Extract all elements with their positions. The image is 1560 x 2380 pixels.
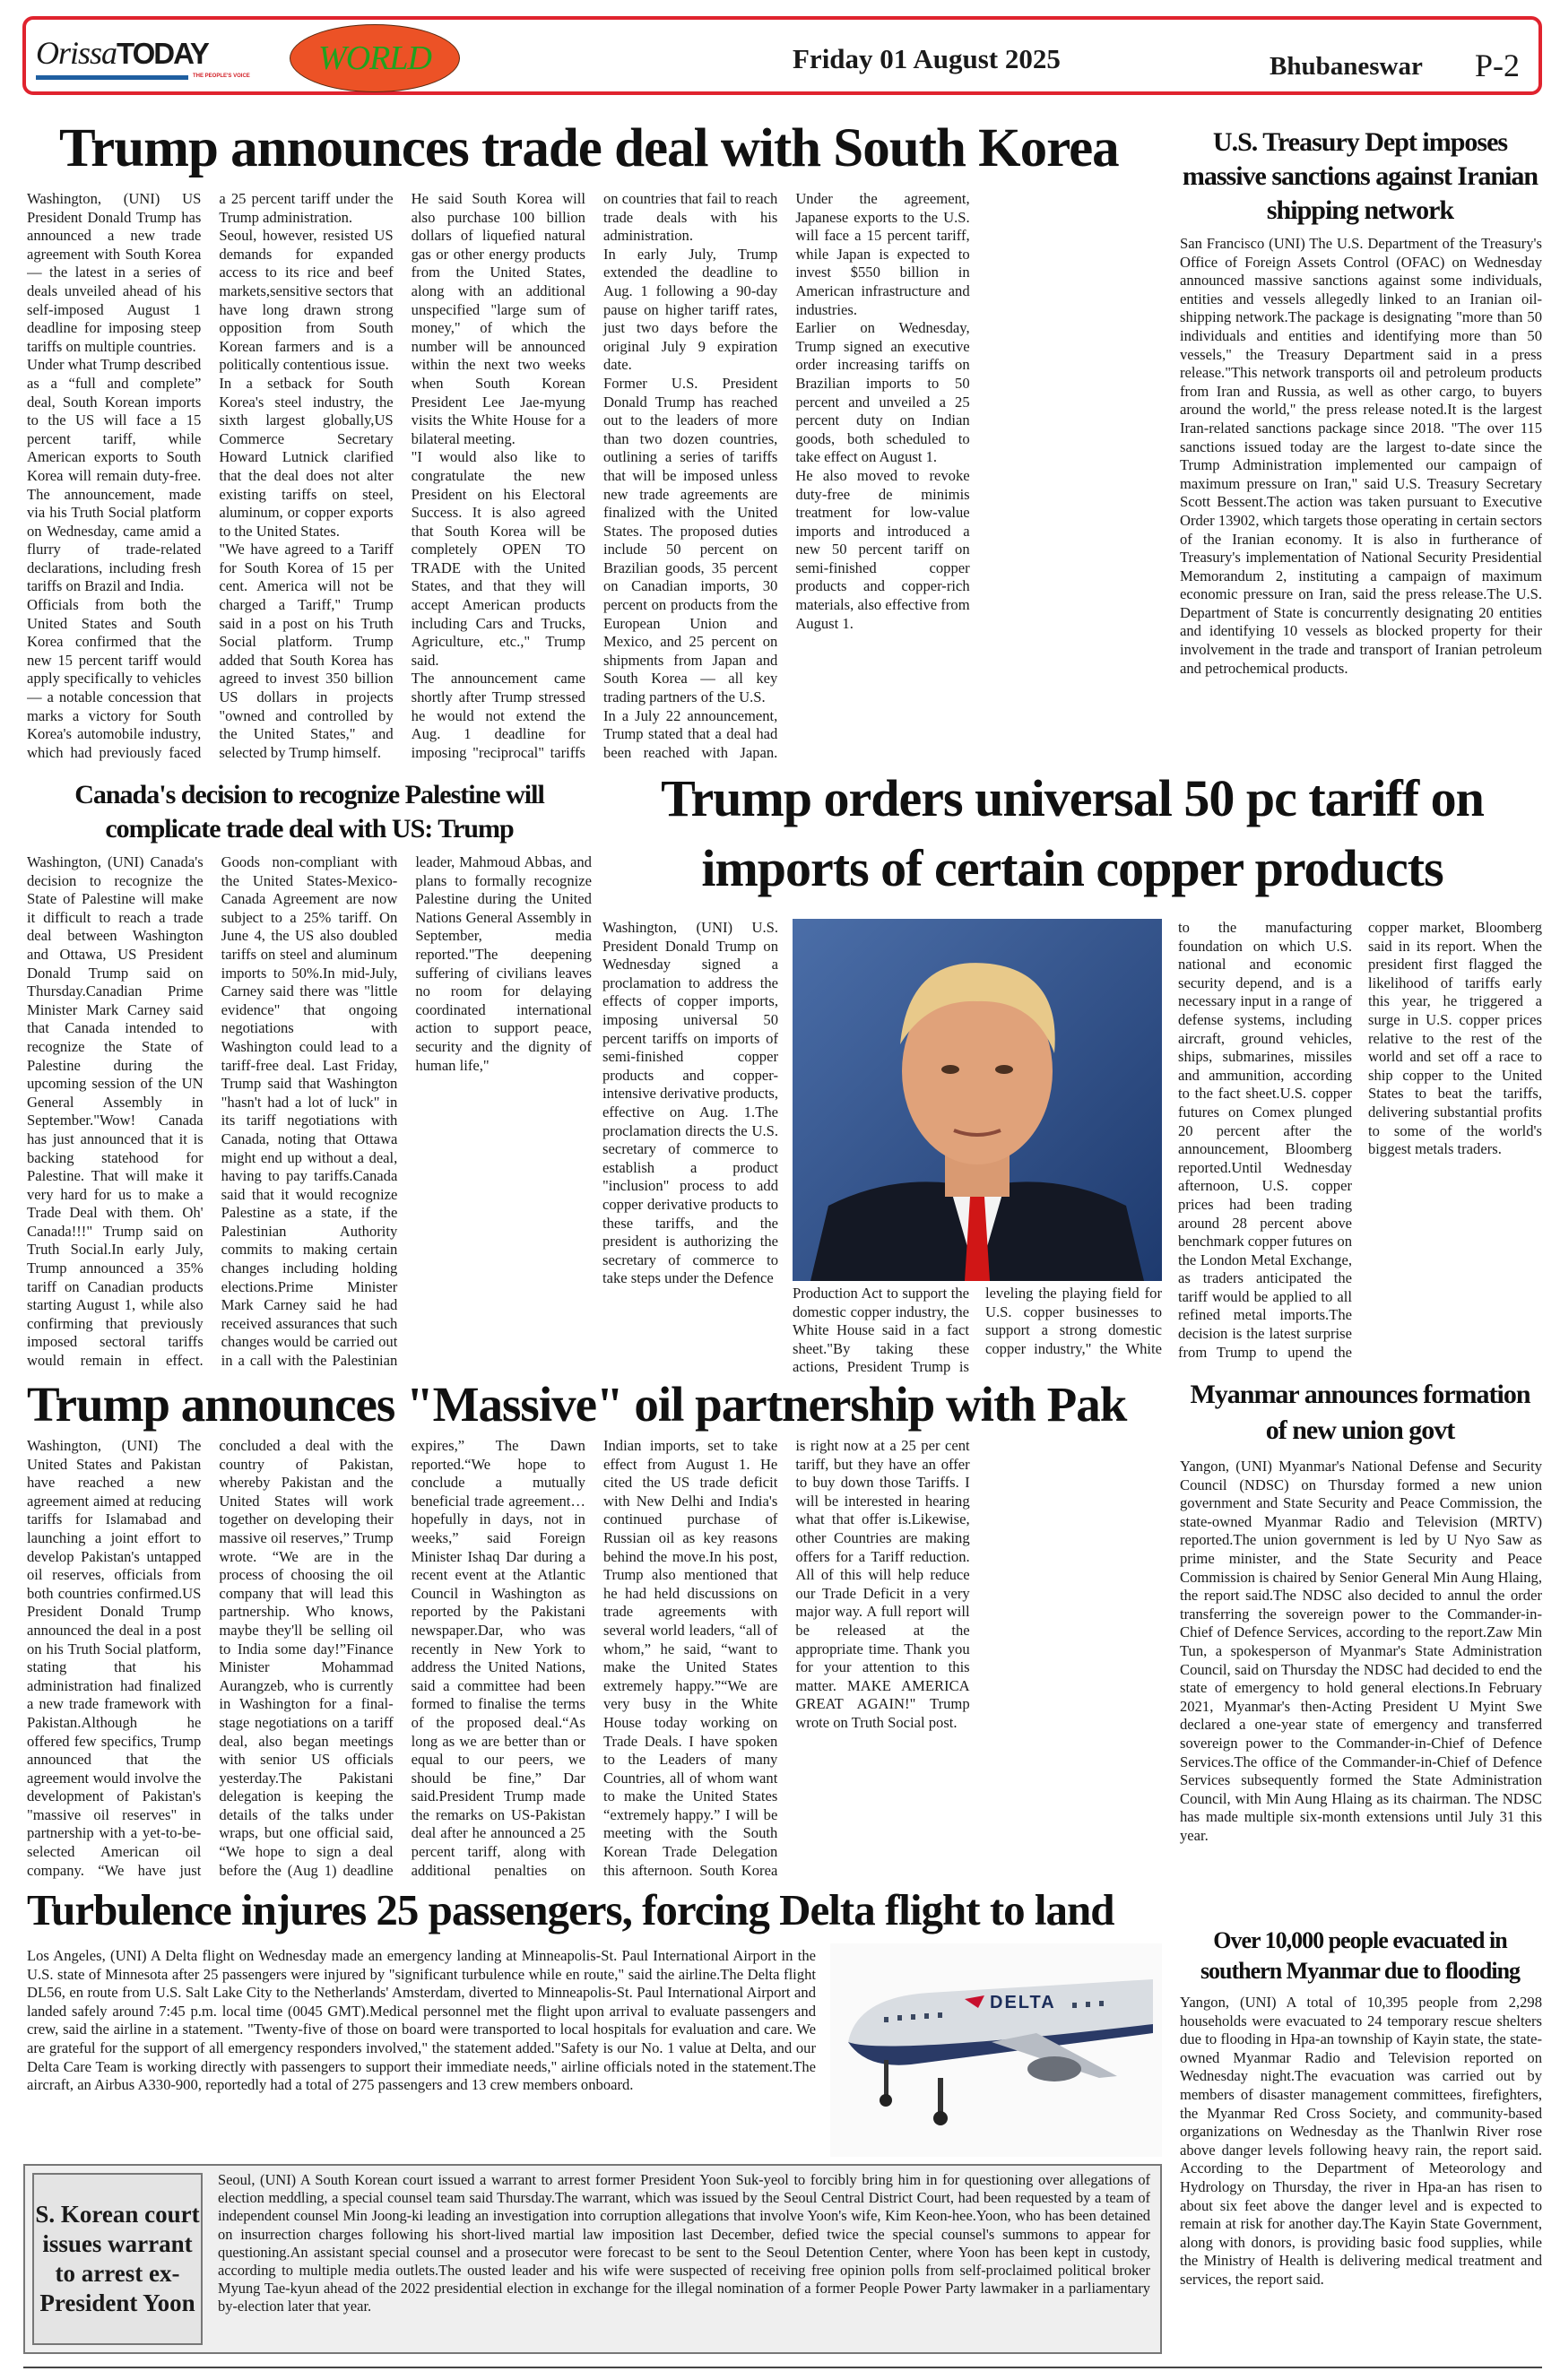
- paragraph: The announcement came shortly after Trump stressed he would not extend the Aug. 1 deadline for imposing "reciprocal" tariffs on countries that fail to reach trade deals with his administration.: [411, 190, 778, 761]
- article-pakistan: Washington, (UNI) The United States and Pakistan have reached a new agreement aimed at reducing tariffs for Islamabad and launching a joint effort to develop Pakistan's untapped oil reserves, officials from both countries confirmed.US President Donald Trump announced the deal in a post on his Truth Social platform, stating that his administration had finalized a new trade framework with Pakistan.Although he offered few specifics, Trump announced that the agreement would involve the development of Pakistan's "massive oil reserves" in partnership with a yet-to-be-selected American oil company. “We have just concluded a deal with the country of Pakistan, whereby Pakistan and the United States will work together on developing their massive oil reserves,” Trump wrote. “We are in the process of choosing the oil company that will lead this partnership. Who knows, maybe they'll be selling oil to India some day!”Finance Minister Mohammad Aurangzeb, who is currently in Washington for a final-stage negotiations on a tariff deal, also began meetings with senior US officials yesterday.The Pakistani delegation is keeping the details of the talks under wraps, but one official said, “We hope to sign a deal before the (Aug 1) deadline expires,” The Dawn reported.“We hope to conclude a mutually beneficial trade agreement… hopefully in days, not in weeks,” said Foreign Minister Ishaq Dar during a recent event at the Atlantic Council in Washington as reported by the Pakistani newspaper.Dar, who was recently in New York to address the United Nations, said a committee had been formed to finalise the terms of the proposed deal.“As long as we are better than or equal to our peers, we should be fine,” Dar said.President Trump made the remarks on US-Pakistan deal after he announced a 25 percent tariff, along with additional penalties on Indian imports, set to take effect from August 1. He cited the US trade deficit with New Delhi and India's continued purchase of Russian oil as key reasons behind the move.In his post, Trump also mentioned that he had held discussions on trade agreements with several world leaders, “all of whom,” he said, “want to make the United States extremely happy.”“We are very busy in the White House today working on Trade Deals. I have spoken to the Leaders of many Countries, all of whom want to make the United States “extremely happy.” I will be meeting with the South Korean Trade Delegation this afternoon. South Korea is right now at a 25 per cent tariff, but they have an offer to buy down those Tariffs. I will be interested in hearing what that offer is.Likewise, other Countries are making offers for a Tariff reduction. All of this will help reduce our Trade Deficit in a very major way. A full report will be released at the appropriate time. Thank you for your attention to this matter. MAKE AMERICA GREAT AGAIN!" Trump wrote on Truth Social post.: [27, 1437, 970, 1879]
- article-copper-part2: Production Act to support the domestic copper industry, the White House said in a fact sheet."By taking these actions, President Trump is leveling the playing field for U.S. copper businesses to support a strong domestic copper industry," the White: [793, 1285, 1162, 1376]
- delta-plane-photo: [830, 1943, 1162, 2157]
- headline-delta: Turbulence injures 25 passengers, forcing Delta flight to land: [27, 1885, 1114, 1934]
- article-flood: Yangon, (UNI) A total of 10,395 people from 2,298 households were evacuated to 24 temporary rescue shelters due to flooding in Hpa-an township of Kayin state, the state-owned Myanmar Radio and Television reported on Wednesday night.The evacuation was carried out by members of disaster management committees, firefighters, the Myanmar Red Cross Society, and community-based organizations on Wednesday as the Thanlwin River rose above danger levels following heavy rain, the report said. According to the Department of Meteorology and Hydrology on Thursday, the river in Hpa-an has risen to about six feet above the danger level and is expected to remain at risk for another day.The Kayin State Government, along with donors, is providing basic food supplies, while the Ministry of Health is delivering medical treatment and services, the report said.: [1180, 1994, 1542, 2288]
- headline-copper: Trump orders universal 50 pc tariff on imports of certain copper products: [661, 769, 1484, 897]
- page-number: P-2: [1475, 48, 1521, 83]
- headline-flood: Over 10,000 people evacuated in southern Myanmar due to flooding: [1200, 1927, 1521, 1984]
- paragraph: In early July, Trump extended the deadline to Aug. 1 following a 90-day pause on higher tariff rates, just two days before the original July 9 expiration date.: [602, 245, 778, 374]
- section-badge: [290, 24, 460, 92]
- footer-rule: [23, 2367, 1542, 2368]
- paragraph: Former U.S. President Donald Trump has reached out to the leaders of more than two dozen countries, outlining a series of tariffs that will be imposed unless new trade agreements are finalized with the United States. The proposed duties include 50 percent on Brazilian goods, 35 percent on Canadian imports, 30 percent on products from the European Union and Mexico, and 25 percent on shipments from Japan and South Korea — all key trading partners of the U.S.: [602, 374, 778, 706]
- article-yoon: Seoul, (UNI) A South Korean court issued a warrant to arrest former President Yoon Suk-yeol to forcibly bring him in for questioning over allegations of election meddling, a special counsel team said Thursday.The warrant, which was issued by the Seoul Central District Court, had been requested by a team of independent counsel Min Joong-ki leading an investigation into corruption allegations that involve Yoon's wife, Kim Keon-hee.Yoon, who has been detained on insurrection charges following his short-lived martial law imposition last December, defied twice the special counsel's summons to appear for questioning.An assistant special counsel and a prosecutor were forecast to be sent to the Seoul Detention Center, where Yoon has been kept in custody, according to multiple media outlets.The ousted leader and his wife were suspected of receiving free opinion polls from self-proclaimed political broker Myung Tae-kyun ahead of the 2022 presidential election in exchange for the illegal nomination of a former People Power Party lawmaker in a parliamentary by-election later that year.: [218, 2171, 1150, 2315]
- orissa-today-logo: [36, 34, 251, 84]
- headline-myanmar-govt: Myanmar announces formation of new union govt: [1190, 1380, 1530, 1445]
- article-canada: Washington, (UNI) Canada's decision to recognize the State of Palestine will make it difficult to reach a trade deal between Washington and Ottawa, US President Donald Trump said on Thursday.Canadian Prime Minister Mark Carney said that Canada intended to recognize the State of Palestine during the upcoming session of the UN General Assembly in September."Wow! Canada has just announced that it is backing statehood for Palestine. That will make it very hard for us to make a Trade Deal with them. Oh' Canada!!!" Trump said on Truth Social.In early July, Trump announced a 35% tariff on Canadian products starting August 1, while also confirming that previously imposed sectoral tariffs would remain in effect. Goods non-compliant with the United States-Mexico-Canada Agreement are now subject to a 25% tariff. On June 4, the US also doubled tariffs on steel and aluminum imports to 50%.In mid-July, Carney said there was "little evidence" that ongoing negotiations with Washington could lead to a tariff-free deal. Last Friday, Trump said that Washington "hasn't had a lot of luck" in its tariff negotiations with Canada, noting that Ottawa might end up without a deal, having to pay tariffs.Canada said that it would recognize Palestine as a state, if the Palestinian Authority commits to making certain changes including holding elections.Prime Minister Mark Carney said he had received assurances that such changes would be carried out in a call with the Palestinian leader, Mahmoud Abbas, and plans to formally recognize Palestine during the United Nations General Assembly in September, media reported."The deepening suffering of civilians leaves no room for delaying coordinated international action to support peace, security and the dignity of human life,": [27, 853, 592, 1370]
- headline-korea: Trump announces trade deal with South Korea: [59, 118, 1119, 178]
- article-treasury: San Francisco (UNI) The U.S. Department of the Treasury's Office of Foreign Assets Control (OFAC) on Wednesday announced massive sanctions against some individuals, entities and vessels allegedly linked to an Iranian oil-shipping network.The package is designating "more than 50 individuals and entities and identifying more than 50 vessels," the Treasury Department said in a press release."This network transports oil and petroleum products from Iran and Russia, as well as other cargo, to buyers around the world," the press release noted.It is the largest Iran-related sanctions package since 2018. "The over 115 sanctions issued today are the largest to-date since the Trump Administration implemented our campaign of maximum pressure on Iran," said U.S. Treasury Secretary Scott Bessent.The action was taken pursuant to Executive Order 13902, which targets those operating in certain sectors of the Iranian economy. It is also in furtherance of Treasury's implementation of National Security Presidential Memorandum 2, instituting a campaign of maximum economic pressure on Iran, said the press release.The U.S. Department of State is concurrently designating 20 entities and identifying 10 vessels as blocked property for their involvement in the trade and transport of Iranian petroleum and petrochemical products.: [1180, 235, 1542, 677]
- paragraph: He also moved to revoke duty-free de minimis treatment for low-value imports and introduced a new 50 percent tariff on semi-finished copper products and copper-rich materials, also effective from August 1.: [795, 466, 970, 632]
- headline-yoon: S. Korean court issues warrant to arrest ex-President Yoon: [32, 2173, 203, 2345]
- paragraph: "I would also like to congratulate the new President on his Electoral Success. It is also agreed that South Korea will be completely OPEN TO TRADE with the United States, and that they will accept American products including Cars and Trucks, Agriculture, etc.," Trump said.: [411, 448, 585, 669]
- paragraph: Officials from both the United States and South Korea confirmed that the new 15 percent tariff would apply specifically to vehicles — a notable concession that marks a victory for South Korea's automobile industry, which had previously faced a 25 percent tariff under the Trump administration.: [27, 190, 394, 761]
- paragraph: Seoul, however, resisted US demands for expanded access to its rice and beef markets,sensitive sectors that have long drawn strong opposition from South Korean farmers and is a politically contentious issue.: [219, 227, 394, 374]
- logo-text-today: TODAY: [117, 37, 208, 70]
- article-delta: Los Angeles, (UNI) A Delta flight on Wednesday made an emergency landing at Minneapolis-St. Paul International Airport in the U.S. state of Minnesota after 25 passengers were injured by "significant turbulence while en route," said the airline.The Delta flight DL56, en route from U.S. Salt Lake City to the Netherlands' Amsterdam, diverted to Minneapolis-St. Paul International Airport and landed safely around 7:45 p.m. local time (0045 GMT).Medical personnel met the flight upon arrival to evaluate passengers and crew, said the airline in a statement. "Twenty-five of those on board were transported to local hospitals for evaluation and care. We are grateful for the support of all emergency responders involved," the statement added."Safety is our No. 1 value at Delta, and our Delta Care Team is working directly with passengers to support their immediate needs," airline officials noted in the statement.The aircraft, an Airbus A330-900, reportedly had a total of 275 passengers and 13 crew members onboard.: [27, 1947, 816, 2094]
- headline-pakistan: Trump announces "Massive" oil partnership with Pak: [27, 1377, 1127, 1432]
- headline-canada: Canada's decision to recognize Palestine will complicate trade deal with US: Trump: [74, 780, 544, 844]
- section-label: WORLD: [318, 39, 431, 77]
- headline-treasury: U.S. Treasury Dept imposes massive sanctions against Iranian shipping network: [1182, 127, 1538, 225]
- logo-text-orissa: Orissa: [36, 35, 117, 71]
- article-copper-part1: Washington, (UNI) U.S. President Donald Trump on Wednesday signed a proclamation to address the effects of copper imports, imposing universal 50 percent tariffs on imports of semi-finished copper products and copper-intensive derivative products, effective on Aug. 1.The proclamation directs the U.S. secretary of commerce to establish a product "inclusion" process to add copper derivative products to these tariffs, and the president is authorizing the secretary of commerce to take steps under the Defence: [602, 919, 778, 1287]
- paragraph: "We have agreed to a Tariff for South Korea of 15 per cent. America will not be charged a Tariff," Trump said in a post on his Truth Social platform. Trump added that South Korea has agreed to invest 350 billion US dollars in projects "owned and controlled by the United States," and selected by Trump himself.: [219, 541, 394, 761]
- edition-city: Bhubaneswar: [1270, 52, 1423, 81]
- article-myanmar-govt: Yangon, (UNI) Myanmar's National Defense and Security Council (NDSC) on Thursday formed a new union government and State Security and Peace Commission, the state-owned Myanmar Radio and Television (MRTV) reported.The union government is led by U Nyo Saw as prime minister, and the State Security and Peace Commission is chaired by Senior General Min Aung Hlaing, the report said.The NDSC also decided to annul the order transferring the sovereign power to the Commander-in-Chief of Defence Services, according to the report.Zaw Min Tun, a spokesperson of Myanmar's State Administration Council, said on Thursday the NDSC had decided to end the state of emergency to hold general elections.In February 2021, Myanmar's then-Acting President U Myint Swe declared a one-year state of emergency and transferred sovereign power to the Commander-in-Chief of Defence Services.The office of the Commander-in-Chief of Defence Services subsequently formed the State Administration Council, with Min Aung Hlaing as its chairman. The NDSC has made multiple six-month extensions until July 31 this year.: [1180, 1458, 1542, 1844]
- issue-date: Friday 01 August 2025: [793, 43, 1061, 74]
- paragraph: In a July 22 announcement, Trump stated that a deal had been reached with Japan. Under the agreement, Japanese exports to the U.S. will face a 15 percent tariff, while Japan is expected to invest $550 billion in American infrastructure and industries.: [602, 190, 970, 761]
- article-copper-part3: to the manufacturing foundation on which U.S. national and economic security depend, and is a necessary input in a range of defense systems, including aircraft, ground vehicles, ships, submarines, missiles and ammunition, according to the fact sheet.U.S. copper futures on Comex plunged 20 percent after the announcement, Bloomberg reported.Until Wednesday afternoon, U.S. copper prices had been trading around 28 percent above benchmark copper futures on the London Metal Exchange, as traders anticipated the tariff would be applied to all refined metal imports.The decision is the latest surprise from Trump to upend the copper market, Bloomberg said in its report. When the president first flagged the likelihood of tariffs early this year, he triggered a surge in U.S. copper prices relative to the rest of the world and set off a race to ship copper to the United States to beat the tariffs, delivering substantial profits to some of the world's biggest metals traders.: [1178, 919, 1542, 1361]
- paragraph: He said South Korea will also purchase 100 billion dollars of liquefied natural gas or other energy products from the United States, along with an additional unspecified "large sum of money," of which the number will be announced within the next two weeks when South Korean President Lee Jae-myung visits the White House for a bilateral meeting.: [411, 190, 585, 447]
- trump-portrait-photo: [793, 919, 1162, 1281]
- boxed-story-yoon: [23, 2164, 1162, 2354]
- paragraph: Washington, (UNI) US President Donald Trump has announced a new trade agreement with South Korea — the latest in a series of deals unveiled ahead of his self-imposed August 1 deadline for imposing steep tariffs on multiple countries.: [27, 190, 202, 355]
- paragraph: Earlier on Wednesday, Trump signed an executive order increasing tariffs on Brazilian imports to 50 percent and unveiled a 25 percent duty on Indian goods, both scheduled to take effect on August 1.: [795, 319, 970, 466]
- paragraph: In a setback for South Korea's steel industry, the sixth largest globally,US Commerce Secretary Howard Lutnick clarified that the deal does not alter existing tariffs on steel, aluminum, or copper exports to the United States.: [219, 374, 394, 540]
- paragraph: Under what Trump described as a “full and complete” deal, South Korean imports to the US will face a 15 percent tariff, while American exports to South Korea will remain duty-free. The announcement, made via his Truth Social platform on Wednesday, came amid a flurry of trade-related declarations, including fresh tariffs on Brazil and India.: [27, 356, 202, 595]
- article-korea: [27, 190, 1162, 764]
- logo-tagline: THE PEOPLE'S VOICE: [193, 74, 250, 79]
- plane-livery-text: DELTA: [990, 1993, 1056, 2012]
- logo-bar: [36, 75, 188, 80]
